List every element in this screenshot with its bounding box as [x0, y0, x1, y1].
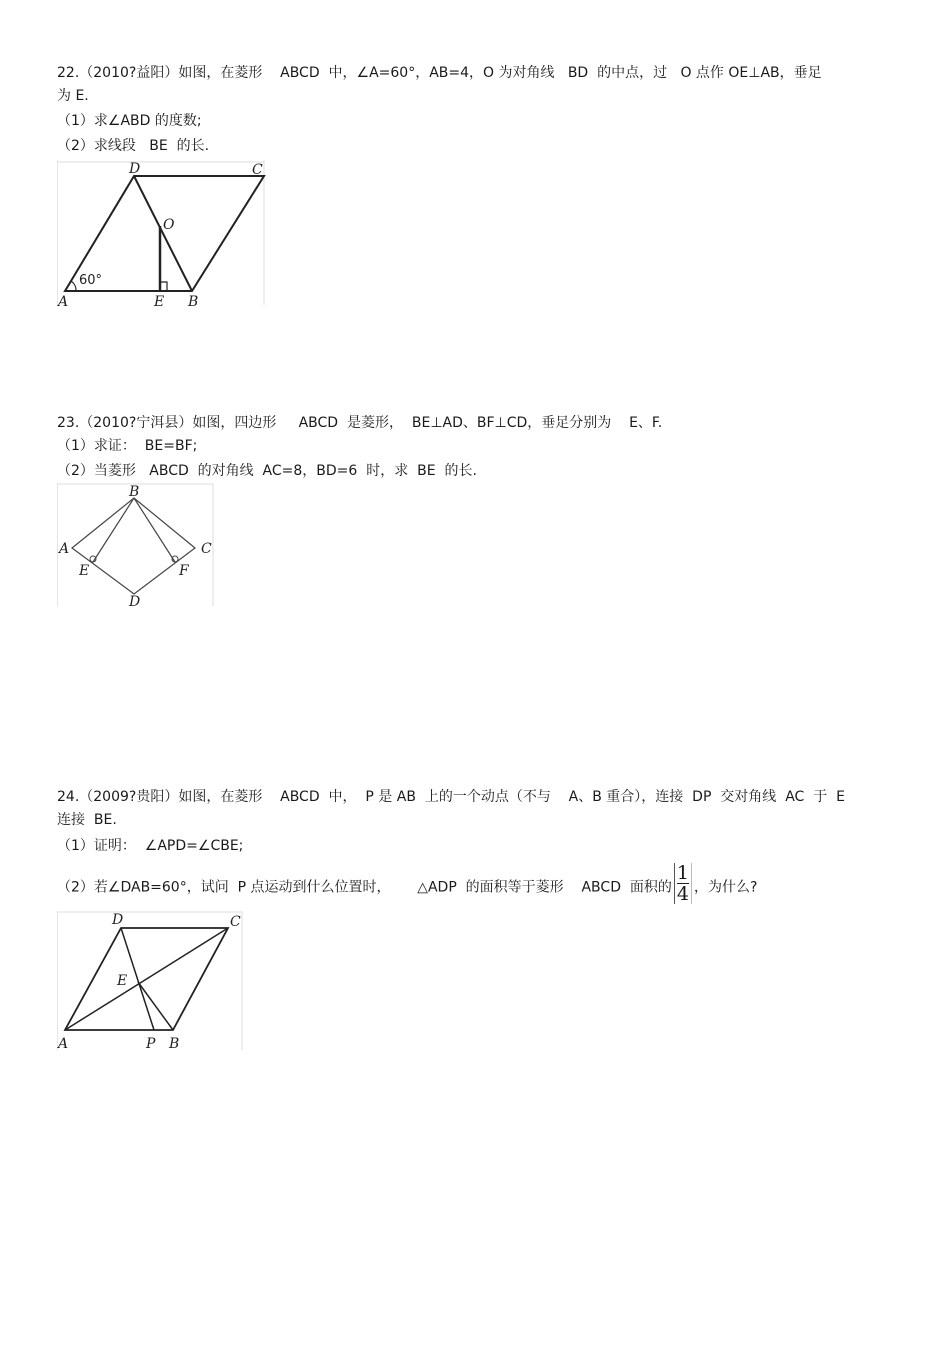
q22-label-D: D: [129, 161, 141, 177]
q22-label-E: E: [154, 294, 165, 310]
q24-statement-line1: 24.（2009?贵阳）如图，在菱形 ABCD 中， P 是 AB 上的一个动点（不与 A、B 重合），连接 DP 交对角线 AC 于 E: [57, 789, 845, 805]
q22-label-O: O: [163, 217, 175, 233]
q23-label-C: C: [201, 541, 212, 557]
q23-label-D: D: [129, 594, 141, 608]
q23-statement-line1: 23.（2010?宁洱县）如图，四边形 ABCD 是菱形， BE⊥AD、BF⊥CD，垂足分别为 E、F.: [57, 415, 663, 431]
q24-label-A: A: [58, 1036, 69, 1052]
q24-figure: [57, 910, 247, 1055]
q23-part1: （1）求证： BE=BF;: [57, 438, 198, 454]
q24-label-D: D: [112, 912, 124, 928]
q22-label-A: A: [58, 294, 69, 310]
q22-part1: （1）求∠ABD 的度数;: [57, 113, 202, 129]
q22-statement-line2: 为 E.: [57, 88, 89, 104]
q22-statement-line1: 22.（2010?益阳）如图，在菱形 ABCD 中，∠A=60°，AB=4，O 为对角线 BD 的中点，过 O 点作 OE⊥AB，垂足: [57, 65, 822, 81]
q23-part2: （2）当菱形 ABCD 的对角线 AC=8，BD=6 时，求 BE 的长.: [57, 463, 477, 479]
q24-fraction-numerator: 1: [676, 862, 689, 884]
q24-label-C: C: [230, 914, 241, 930]
q23-label-A: A: [59, 541, 70, 557]
q23-label-B: B: [129, 484, 140, 500]
q24-fraction-denominator: 4: [676, 883, 689, 905]
q22-label-B: B: [188, 294, 199, 310]
q22-figure: [57, 160, 267, 310]
q22-part2: （2）求线段 BE 的长.: [57, 138, 210, 154]
q24-label-P: P: [146, 1036, 156, 1052]
q24-fraction: [674, 863, 692, 904]
q24-label-E: E: [117, 973, 128, 989]
q22-angle-label: 60°: [79, 273, 103, 288]
q23-figure: [57, 482, 217, 608]
q23-label-F: F: [179, 563, 189, 579]
q24-part1: （1）证明： ∠APD=∠CBE;: [57, 838, 244, 854]
q24-part2: [57, 862, 758, 905]
q23-label-E: E: [79, 563, 90, 579]
q24-statement-line2: 连接 BE.: [57, 812, 117, 828]
q24-part2-text-before: （2）若∠DAB=60°，试问 P 点运动到什么位置时， △ADP 的面积等于菱形 ABCD 面积的: [57, 879, 672, 896]
q24-label-B: B: [169, 1036, 180, 1052]
q24-part2-text-after: ，为什么?: [693, 879, 758, 896]
q22-label-C: C: [252, 162, 263, 178]
